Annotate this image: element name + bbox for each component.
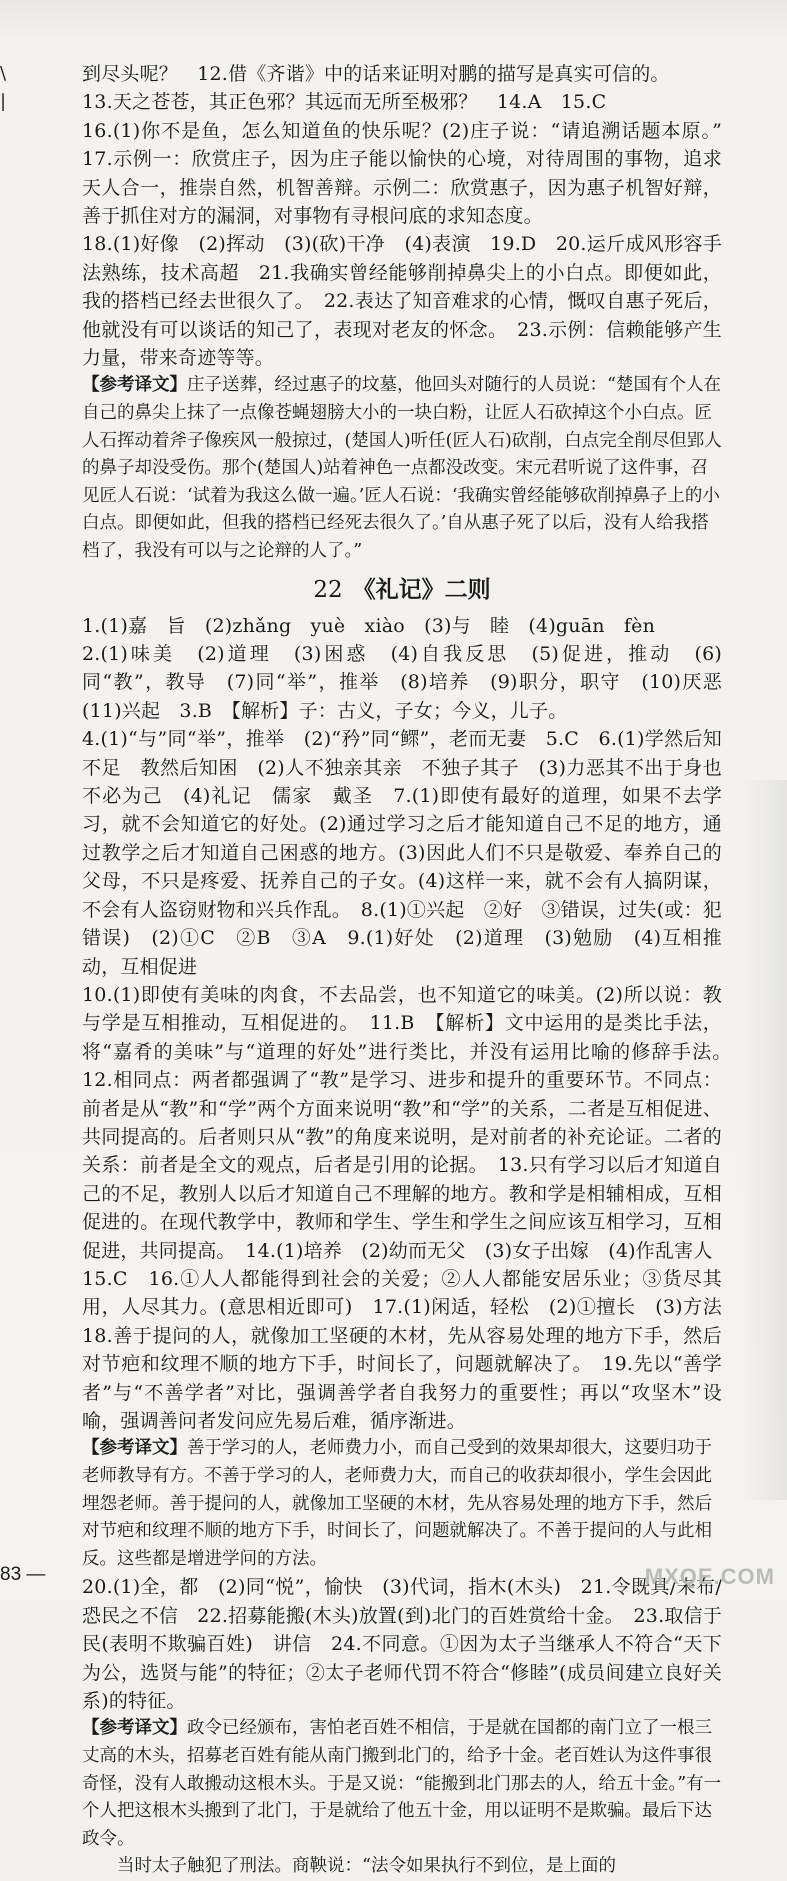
answer-paragraph: 10.(1)即使有美味的肉食，不去品尝，也不知道它的味美。(2)所以说：教与学是互相推动，互相促进的。 11.B 【解析】文中运用的是类比手法，将“嘉肴的美味”与“道理的好处”进行类比，并没有运用比喻的修辞手法。 12.相同点：两者都强调了“教”是学习、进步和提升的重要环节。不同点：前者是从“教”和“学”两个方面来说明“教”和“学”的关系，二者是互相促进、共同提高的。后者则只从“教”的角度来说明，是对前者的补充论证。二者的关系：前者是全文的观点，后者是引用的论据。 13.只有学习以后才知道自己的不足，教别人以后才知道自己不理解的地方。教和学是相辅相成，互相促进的。在现代教学中，教师和学生、学生和学生之间应该互相学习，互相促进，共同提高。 14.(1)培养 (2)幼而无父 (3)女子出嫁 (4)作乱害人 (82, 983, 742, 1262)
translation-text: 政令已经颁布，害怕老百姓不相信，于是就在国都的南门立了一根三丈高的木头，招募老百姓有能从南门搬到北门的，给予十金。老百姓认为这件事很奇怪，没有人敢搬动这根木头。于是又说：“能搬到北门那去的人，给五十金。”有一个人把这根木头搬到了北门，于是就给了他五十金，用以证明不是欺骗。最后下达政令。 (82, 1718, 722, 1849)
section-number: 22 (313, 576, 343, 603)
answer-paragraph: 到尽头呢？ 12.借《齐谐》中的话来证明对鹏的描写是真实可信的。 (82, 63, 670, 85)
answer-paragraph: 18.(1)好像 (2)挥动 (3)(砍)干净 (4)表演 19.D 20.运斤成风形容手法熟练，技术高超 21.我确实曾经能够削掉鼻尖上的小白点。即便如此，我的搭档已经去世很久了。 22.表达了知音难求的心情，慨叹自惠子死后，他就没有可以谈话的知己了，表现对老友的怀念。 23.示例：信赖能够产生力量，带来奇迹等等。 (82, 233, 722, 370)
binding-shadow (742, 780, 787, 1500)
translation-text: 庄子送葬，经过惠子的坟墓，他回头对随行的人员说：“楚国有个人在自己的鼻尖上抹了一点像苍蝇翅膀大小的一块白粉，让匠人石砍掉这个小白点。匠人石挥动着斧子像疾风一般掠过，(楚国人)听任(匠人石)砍削，白点完全削尽但郢人的鼻子却没受伤。那个(楚国人)站着神色一点都没改变。宋元君听说了这件事，召见匠人石说：‘试着为我这么做一遍。’匠人石说：‘我确实曾经能够砍削掉鼻子上的小白点。即便如此，但我的搭档已经死去很久了。’自从惠子死了以后，没有人给我搭档了，我没有可以与之论辩的人了。” (82, 375, 722, 562)
page-number: 83 — (0, 1564, 46, 1585)
answer-paragraph: 4.(1)“与”同“举”，推举 (2)“矜”同“鳏”，老而无妻 5.C 6.(1)学然后知不足 教然后知困 (2)人不独亲其亲 不独子其子 (3)力恶其不出于身也 不必为己 (4)礼记 儒家 戴圣 7.(1)即使有最好的道理，如果不去学习，就不会知道它的好处。(2)通过学习之后才能知道自己不足的地方，通过教学之后才知道自己困惑的地方。(3)因此人们不只是敬爱、奉养自己的父母，不只是疼爱、抚养自己的子女。(4)这样一来，就不会有人搞阴谋，不会有人盗窃财物和兴兵作乱。 8.(1)①兴起 ②好 ③错误，过失(或：犯错误) (2)①C ②B ③A 9.(1)好处 (2)道理 (3)勉励 (4)互相推动，互相促进 (82, 728, 742, 978)
section-heading (82, 570, 722, 610)
answer-paragraph: 20.(1)全，都 (2)同“悦”，愉快 (3)代词，指木(木头) 21.令既具/未布/恐民之不信 22.招募能搬(木头)放置(到)北门的百姓赏给十金。 23.取信于民(表明不欺骗百姓) 讲信 24.不同意。①因为太子当继承人不符合“天下为公，选贤与能”的特征；②太子老师代罚不符合“修睦”(成员间建立良好关系)的特征。 (82, 1576, 722, 1712)
answer-paragraph: 16.(1)你不是鱼，怎么知道鱼的快乐呢？(2)庄子说：“请追溯话题本原。” 17.示例一：欣赏庄子，因为庄子能以愉快的心境，对待周围的事物，追求天人合一，推崇自然，机智善辩。示例二：欣赏惠子，因为惠子机智好辩，善于抓住对方的漏洞，对事物有寻根问底的求知态度。 (82, 119, 742, 228)
translation-label: 【参考译文】 (82, 1438, 187, 1459)
answer-column (82, 60, 742, 1881)
translation-label: 【参考译文】 (82, 1718, 187, 1739)
reference-translation (82, 1715, 722, 1853)
translation-text: 善于学习的人，老师费力小，而自己受到的效果却很大，这要归功于老师教导有方。不善于学习的人，老师费力大，而自己的收获却很小，学生会因此埋怨老师。善于提问的人，就像加工坚硬的木材，先从容易处理的地方下手，然后对节疤和纹理不顺的地方下手，时间长了，问题就解决了。不善于提问的人与此相反。这些都是增进学问的方法。 (82, 1438, 712, 1569)
watermark: MXQE.COM (644, 1564, 775, 1589)
reference-translation (82, 1435, 722, 1573)
section-title: 《礼记》二则 (352, 575, 491, 603)
translation-label: 【参考译文】 (82, 375, 187, 396)
translation-continuation: 当时太子触犯了刑法。商鞅说：“法令如果执行不到位，是上面的 (117, 1856, 616, 1877)
left-margin-marks (0, 60, 30, 116)
left-mark: | (0, 91, 7, 112)
reference-translation (82, 372, 722, 565)
left-mark: \ (0, 63, 7, 84)
answer-paragraph: 13.天之苍苍，其正色邪？其远而无所至极邪？ 14.A 15.C (82, 91, 607, 114)
answer-paragraph: 2.(1)味美 (2)道理 (3)困惑 (4)自我反思 (5)促进，推动 (6)同“教”，教导 (7)同“举”，推举 (8)培养 (9)职分，职守 (10)厌恶 (11)兴起 3.B 【解析】子：古义，子女；今义，儿子。 (82, 643, 742, 722)
answer-paragraph: 1.(1)嘉 旨 (2)zhǎng yuè xiào (3)与 睦 (4)guān fèn (82, 614, 656, 637)
answer-paragraph: 15.C 16.①人人都能得到社会的关爱；②人人都能安居乐业；③货尽其用，人尽其力。(意思相近即可) 17.(1)闲适，轻松 (2)①擅长 (3)方法 18.善于提问的人，就像加工坚硬的木材，先从容易处理的地方下手，然后对节疤和纹理不顺的地方下手，时间长了，问题就解决了。 19.先以“善学者”与“不善学者”对比，强调善学者自我努力的重要性；再以“攻坚木”设喻，强调善问者发问应先易后难，循序渐进。 (82, 1267, 742, 1432)
